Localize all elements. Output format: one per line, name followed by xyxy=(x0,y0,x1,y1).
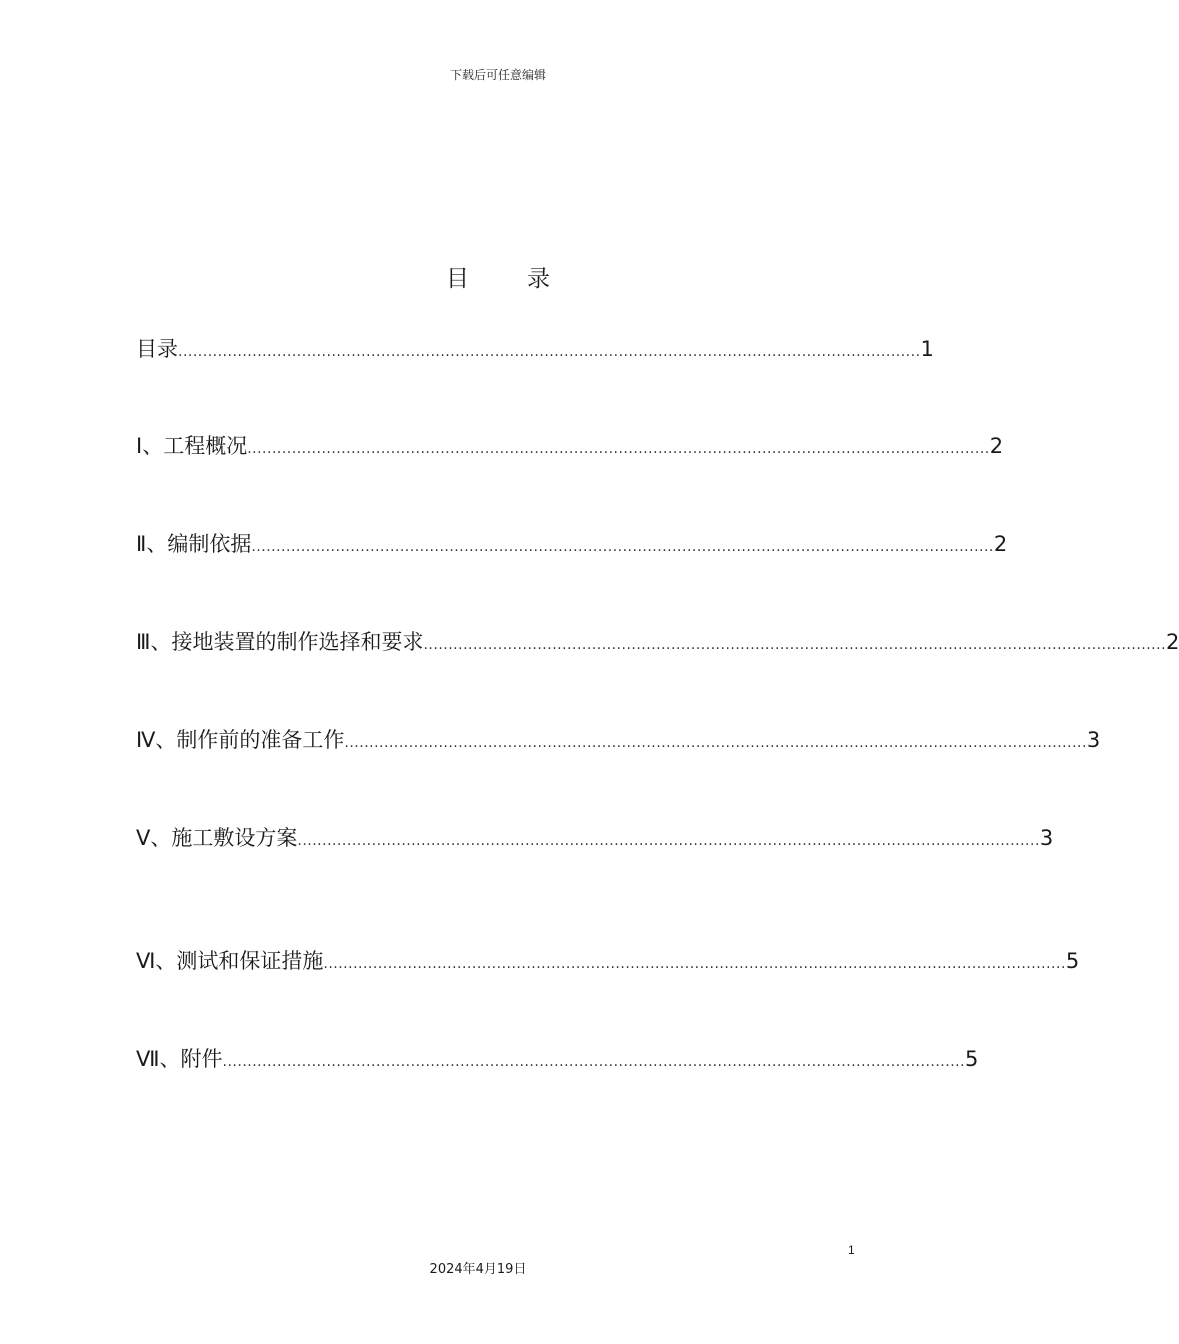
toc-entry-project-overview[interactable] xyxy=(136,430,1004,460)
toc-dot-leader: ...................................................................................................................................................... xyxy=(423,637,1167,653)
toc-entry-page: 5 xyxy=(965,1047,979,1071)
toc-entry-label: Ⅰ、工程概况 xyxy=(136,434,248,458)
toc-entry-label: Ⅲ、接地装置的制作选择和要求 xyxy=(136,630,424,654)
toc-entry-page: 3 xyxy=(1086,728,1101,752)
toc-dot-leader: ...................................................................................................................................................... xyxy=(222,1054,966,1070)
toc-entry-label: Ⅶ、附件 xyxy=(136,1047,223,1071)
toc-title-part1: 目 xyxy=(446,266,469,292)
toc-entry-page: 2 xyxy=(989,434,1004,458)
page-footer-date: 2024年4月19日 xyxy=(429,1262,527,1277)
toc-entry-contents[interactable] xyxy=(136,333,934,363)
toc-entry-grounding-device[interactable] xyxy=(136,626,1179,656)
toc-entry-preparation[interactable] xyxy=(136,724,1101,754)
toc-entry-label: Ⅱ、编制依据 xyxy=(136,532,252,556)
toc-entry-construction-plan[interactable] xyxy=(136,822,1054,852)
toc-dot-leader: ...................................................................................................................................................... xyxy=(178,344,921,360)
toc-entry-basis[interactable] xyxy=(136,528,1008,558)
toc-entry-attachments[interactable] xyxy=(136,1043,979,1073)
toc-dot-leader: ...................................................................................................................................................... xyxy=(251,539,994,555)
toc-entry-page: 2 xyxy=(1166,630,1179,654)
toc-dot-leader: ...................................................................................................................................................... xyxy=(247,441,990,457)
toc-dot-leader: ...................................................................................................................................................... xyxy=(297,833,1040,849)
page-header: 下载后可任意编辑 xyxy=(449,68,546,82)
toc-entry-label: Ⅳ、制作前的准备工作 xyxy=(136,728,345,752)
toc-entry-page: 3 xyxy=(1039,826,1054,850)
toc-title xyxy=(0,260,996,293)
toc-entry-testing[interactable] xyxy=(136,945,1080,975)
toc-entry-page: 1 xyxy=(920,337,934,361)
toc-entry-page: 5 xyxy=(1065,949,1080,973)
toc-dot-leader: ...................................................................................................................................................... xyxy=(344,735,1087,751)
page-number: 1 xyxy=(848,1243,855,1257)
toc-entry-label: Ⅴ、施工敷设方案 xyxy=(136,826,298,850)
toc-title-part2: 录 xyxy=(527,266,550,292)
toc-entry-label: Ⅵ、测试和保证措施 xyxy=(136,949,324,973)
toc-dot-leader: ...................................................................................................................................................... xyxy=(323,956,1066,972)
toc-entry-label: 目录 xyxy=(136,337,178,361)
toc-entry-page: 2 xyxy=(993,532,1008,556)
